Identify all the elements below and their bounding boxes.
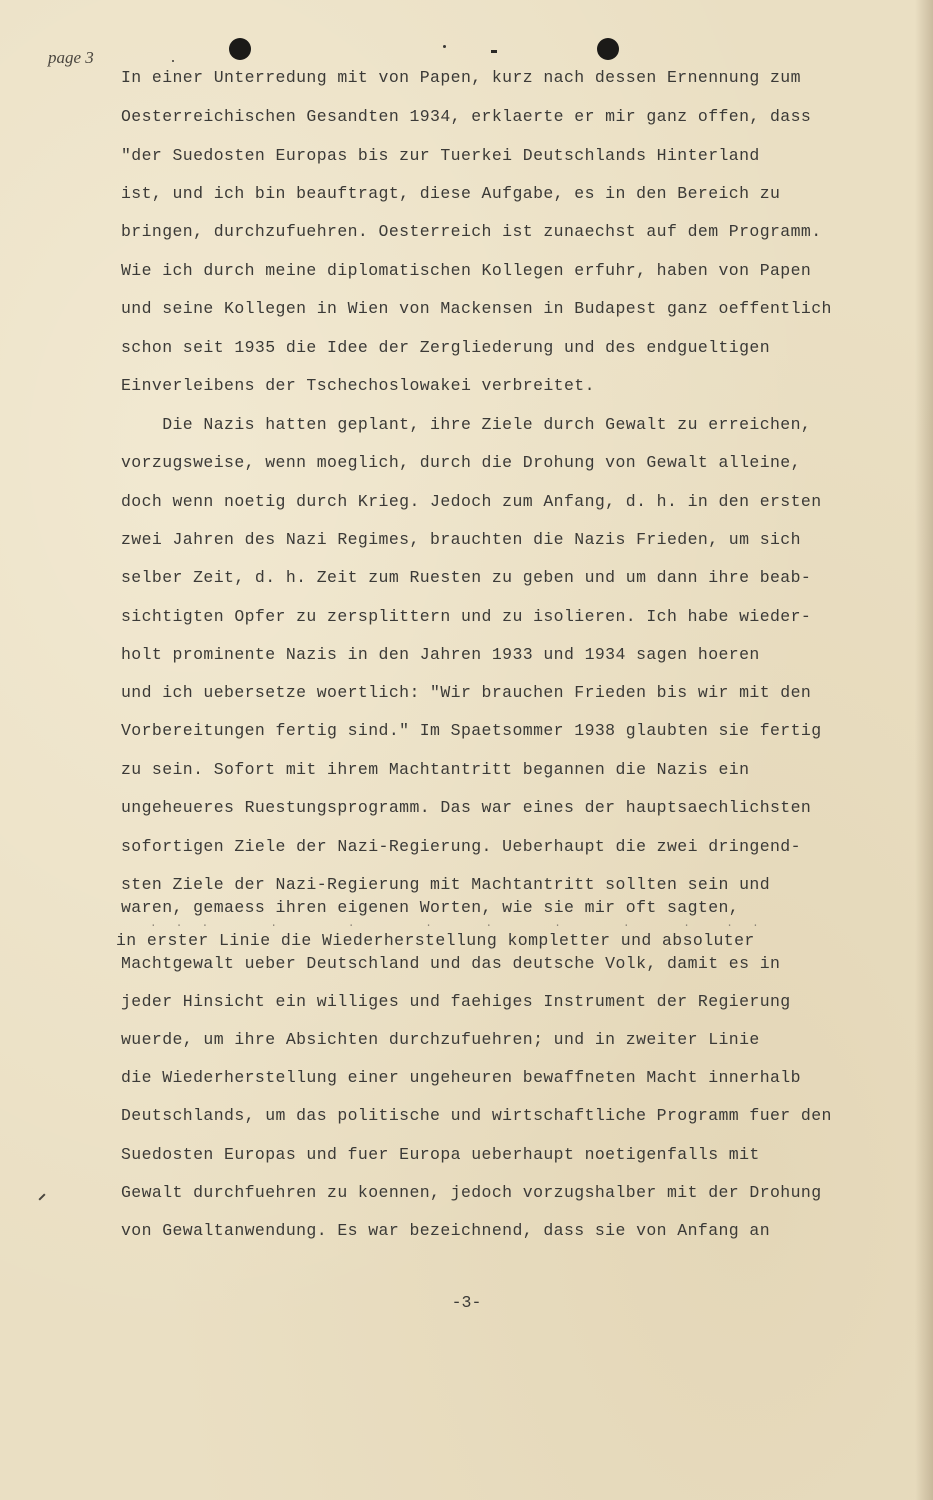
text-line: Gewalt durchfuehren zu koennen, jedoch vorzugshalber mit der Drohung xyxy=(121,1183,822,1202)
text-line: jeder Hinsicht ein williges und faehiges Instrument der Regierung xyxy=(121,992,791,1011)
text-line: sofortigen Ziele der Nazi-Regierung. Ueberhaupt die zwei dringend- xyxy=(121,837,801,856)
text-line: holt prominente Nazis in den Jahren 1933 und 1934 sagen hoeren xyxy=(121,645,760,664)
text-line: doch wenn noetig durch Krieg. Jedoch zum Anfang, d. h. in den ersten xyxy=(121,492,822,511)
text-line: Suedosten Europas und fuer Europa ueberhaupt noetigenfalls mit xyxy=(121,1145,760,1164)
text-line: Vorbereitungen fertig sind." Im Spaetsommer 1938 glaubten sie fertig xyxy=(121,721,822,740)
text-line: Deutschlands, um das politische und wirtschaftliche Programm fuer den xyxy=(121,1106,832,1125)
ink-mark xyxy=(491,50,497,53)
text-line: vorzugsweise, wenn moeglich, durch die Drohung von Gewalt alleine, xyxy=(121,453,801,472)
text-line: die Wiederherstellung einer ungeheuren bewaffneten Macht innerhalb xyxy=(121,1068,801,1087)
text-line: Wie ich durch meine diplomatischen Kollegen erfuhr, haben von Papen xyxy=(121,261,812,280)
ink-speck xyxy=(172,60,174,62)
punch-hole-left xyxy=(229,38,251,60)
text-line: ist, und ich bin beauftragt, diese Aufgabe, es in den Bereich zu xyxy=(121,184,781,203)
text-line: selber Zeit, d. h. Zeit zum Ruesten zu geben und um dann ihre beab- xyxy=(121,568,812,587)
punch-hole-right xyxy=(597,38,619,60)
text-line: wuerde, um ihre Absichten durchzufuehren; und in zweiter Linie xyxy=(121,1030,760,1049)
ink-speck xyxy=(443,45,446,48)
text-line: und ich uebersetze woertlich: "Wir brauchen Frieden bis wir mit den xyxy=(121,683,812,702)
page-label: page 3 xyxy=(48,48,94,67)
text-line: sten Ziele der Nazi-Regierung mit Machtantritt sollten sein und xyxy=(121,875,771,894)
text-line: schon seit 1935 die Idee der Zergliederung und des endgueltigen xyxy=(121,338,771,357)
text-line: sichtigten Opfer zu zersplittern und zu isolieren. Ich habe wieder- xyxy=(121,607,812,626)
text-line: Machtgewalt ueber Deutschland und das deutsche Volk, damit es in xyxy=(121,954,781,973)
text-line: ungeheueres Ruestungsprogramm. Das war eines der hauptsaechlichsten xyxy=(121,798,812,817)
text-line: zwei Jahren des Nazi Regimes, brauchten die Nazis Frieden, um sich xyxy=(121,530,801,549)
text-line: und seine Kollegen in Wien von Mackensen in Budapest ganz oeffentlich xyxy=(121,299,832,318)
text-line: in erster Linie die Wiederherstellung kompletter und absoluter xyxy=(116,931,755,950)
faint-ink-dots: . . . . . . . . . . . . xyxy=(150,918,761,930)
text-line: Oesterreichischen Gesandten 1934, erklaerte er mir ganz offen, dass xyxy=(121,107,812,126)
text-line: waren, gemaess ihren eigenen Worten, wie sie mir oft sagten, xyxy=(121,898,740,917)
text-line: "der Suedosten Europas bis zur Tuerkei Deutschlands Hinterland xyxy=(121,146,760,165)
page-edge-shadow xyxy=(915,0,933,1500)
text-line: von Gewaltanwendung. Es war bezeichnend, dass sie von Anfang an xyxy=(121,1221,771,1240)
text-line: zu sein. Sofort mit ihrem Machtantritt begannen die Nazis ein xyxy=(121,760,750,779)
text-line: Einverleibens der Tschechoslowakei verbreitet. xyxy=(121,376,595,395)
text-line: In einer Unterredung mit von Papen, kurz nach dessen Ernennung zum xyxy=(121,68,801,87)
text-line: Die Nazis hatten geplant, ihre Ziele durch Gewalt zu erreichen, xyxy=(121,415,812,434)
page-number: -3- xyxy=(451,1293,482,1312)
margin-mark xyxy=(38,1193,45,1200)
text-line: bringen, durchzufuehren. Oesterreich ist zunaechst auf dem Programm. xyxy=(121,222,822,241)
